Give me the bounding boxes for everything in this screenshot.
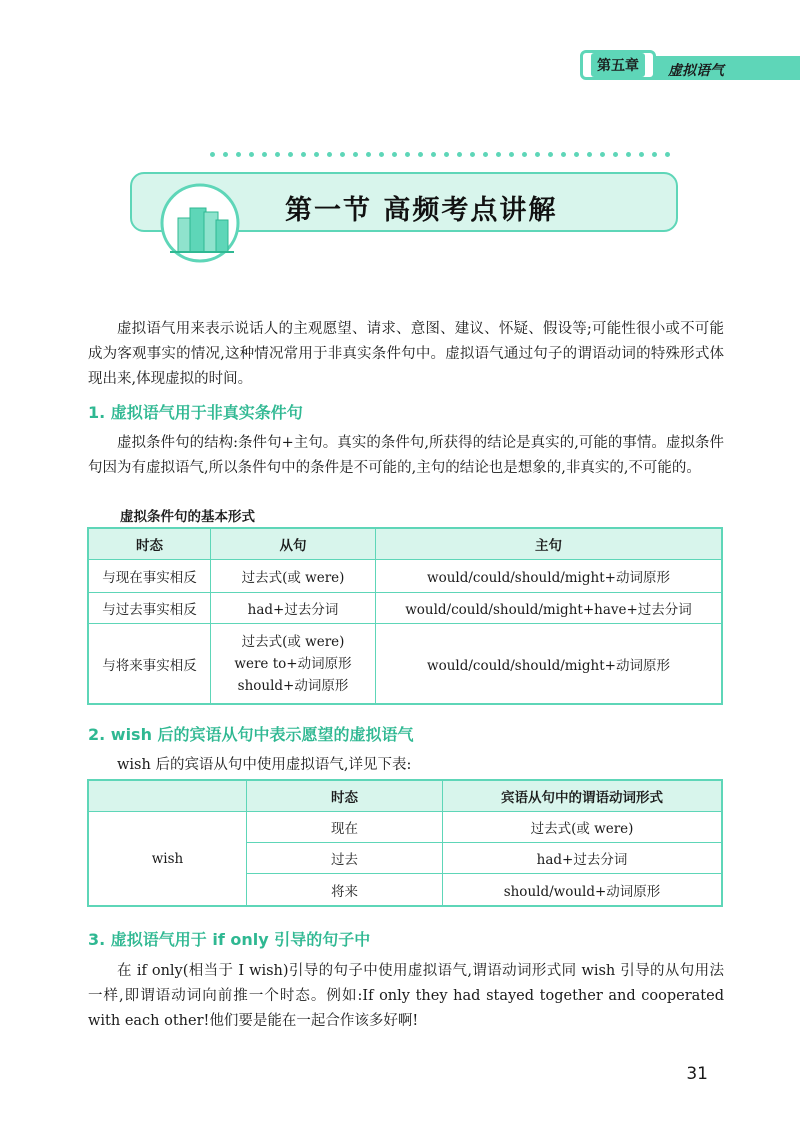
banner-dot [444,152,449,157]
table2-header-blank [89,781,247,812]
banner-dot [522,152,527,157]
table1-cell-clause: had+过去分词 [211,593,376,624]
banner-dot [431,152,436,157]
banner-dots [210,152,680,160]
banner-dot [470,152,475,157]
banner-title: 第一节 高频考点讲解 [285,195,558,226]
section1-body: 虚拟条件句的结构:条件句+主句。真实的条件句,所获得的结论是真实的,可能的事情。虚拟条件句因为有虚拟语气,所以条件句中的条件是不可能的,主句的结论也是想象的,非真实的,不可能的。 [88,435,724,476]
chapter-title: 虚拟语气 [668,63,724,79]
chapter-badge [580,50,656,80]
banner-dot [210,152,215,157]
banner-dot [574,152,579,157]
banner-dot [236,152,241,157]
intro-paragraph: 虚拟语气用来表示说话人的主观愿望、请求、意图、建议、怀疑、假设等;可能性很小或不可能成为客观事实的情况,这种情况常用于非真实条件句中。虚拟语气通过句子的谓语动词的特殊形式体现出来,体现虚拟的时间。 [88,321,724,387]
table2-row-label: wish [89,812,247,906]
banner-dot [392,152,397,157]
banner-dot [223,152,228,157]
table1-cell-clause [211,624,376,704]
clause-line: should+动词原形 [237,677,349,694]
table2-cell-form: should/would+动词原形 [443,874,722,906]
banner-dot [301,152,306,157]
table1-header-main: 主句 [376,529,722,560]
banner-dot [626,152,631,157]
banner-dot [275,152,280,157]
section2-heading: 2. wish 后的宾语从句中表示愿望的虚拟语气 [88,725,414,744]
banner-dot [548,152,553,157]
section3-body: 在 if only(相当于 I wish)引导的句子中使用虚拟语气,谓语动词形式同 wish 引导的从句用法一样,即谓语动词向前推一个时态。例如:If only they had stayed together and cooperated with each other!他们要是能在一起合作该多好啊! [88,963,724,1029]
banner-dot [509,152,514,157]
banner-dot [340,152,345,157]
table1-cell-main: would/could/should/might+动词原形 [376,624,722,704]
section-banner [120,150,680,270]
banner-dot [561,152,566,157]
chapter-badge-label: 第五章 [591,53,645,77]
banner-dot [249,152,254,157]
chapter-tab [580,50,800,86]
wish-table [88,780,722,906]
table2-header-tense: 时态 [247,781,443,812]
banner-dot [405,152,410,157]
table2-cell-tense: 过去 [247,843,443,874]
clause-line: were to+动词原形 [234,655,352,672]
banner-dot [379,152,384,157]
banner-dot [457,152,462,157]
table1-cell-tense: 与过去事实相反 [89,593,211,624]
table1-header-tense: 时态 [89,529,211,560]
banner-dot [639,152,644,157]
table2-cell-tense: 将来 [247,874,443,906]
banner-dot [418,152,423,157]
table1-cell-main: would/could/should/might+have+过去分词 [376,593,722,624]
conditional-table [88,528,722,704]
table-row [89,560,722,593]
clause-line: 过去式(或 were) [241,633,345,650]
banner-dot [314,152,319,157]
section2-body: wish 后的宾语从句中使用虚拟语气,详见下表: [117,757,412,773]
section3-heading: 3. 虚拟语气用于 if only 引导的句子中 [88,930,371,949]
banner-dot [483,152,488,157]
table-row [89,593,722,624]
table-row [89,624,722,704]
page-number: 31 [686,1064,708,1084]
table1-cell-tense: 与将来事实相反 [89,624,211,704]
banner-dot [587,152,592,157]
banner-dot [327,152,332,157]
table2-cell-form: 过去式(或 were) [443,812,722,843]
banner-dot [288,152,293,157]
banner-dot [613,152,618,157]
books-emblem-icon [160,178,250,268]
banner-dot [262,152,267,157]
table1-caption: 虚拟条件句的基本形式 [120,509,255,525]
banner-dot [496,152,501,157]
table-row [89,812,722,843]
table1-cell-main: would/could/should/might+动词原形 [376,560,722,593]
table2-cell-form: had+过去分词 [443,843,722,874]
table2-header-form: 宾语从句中的谓语动词形式 [443,781,722,812]
table1-header-clause: 从句 [211,529,376,560]
table1-cell-tense: 与现在事实相反 [89,560,211,593]
banner-dot [665,152,670,157]
section1-heading: 1. 虚拟语气用于非真实条件句 [88,403,303,422]
banner-dot [366,152,371,157]
banner-dot [652,152,657,157]
table2-cell-tense: 现在 [247,812,443,843]
banner-dot [353,152,358,157]
banner-dot [600,152,605,157]
table1-cell-clause: 过去式(或 were) [211,560,376,593]
banner-dot [535,152,540,157]
